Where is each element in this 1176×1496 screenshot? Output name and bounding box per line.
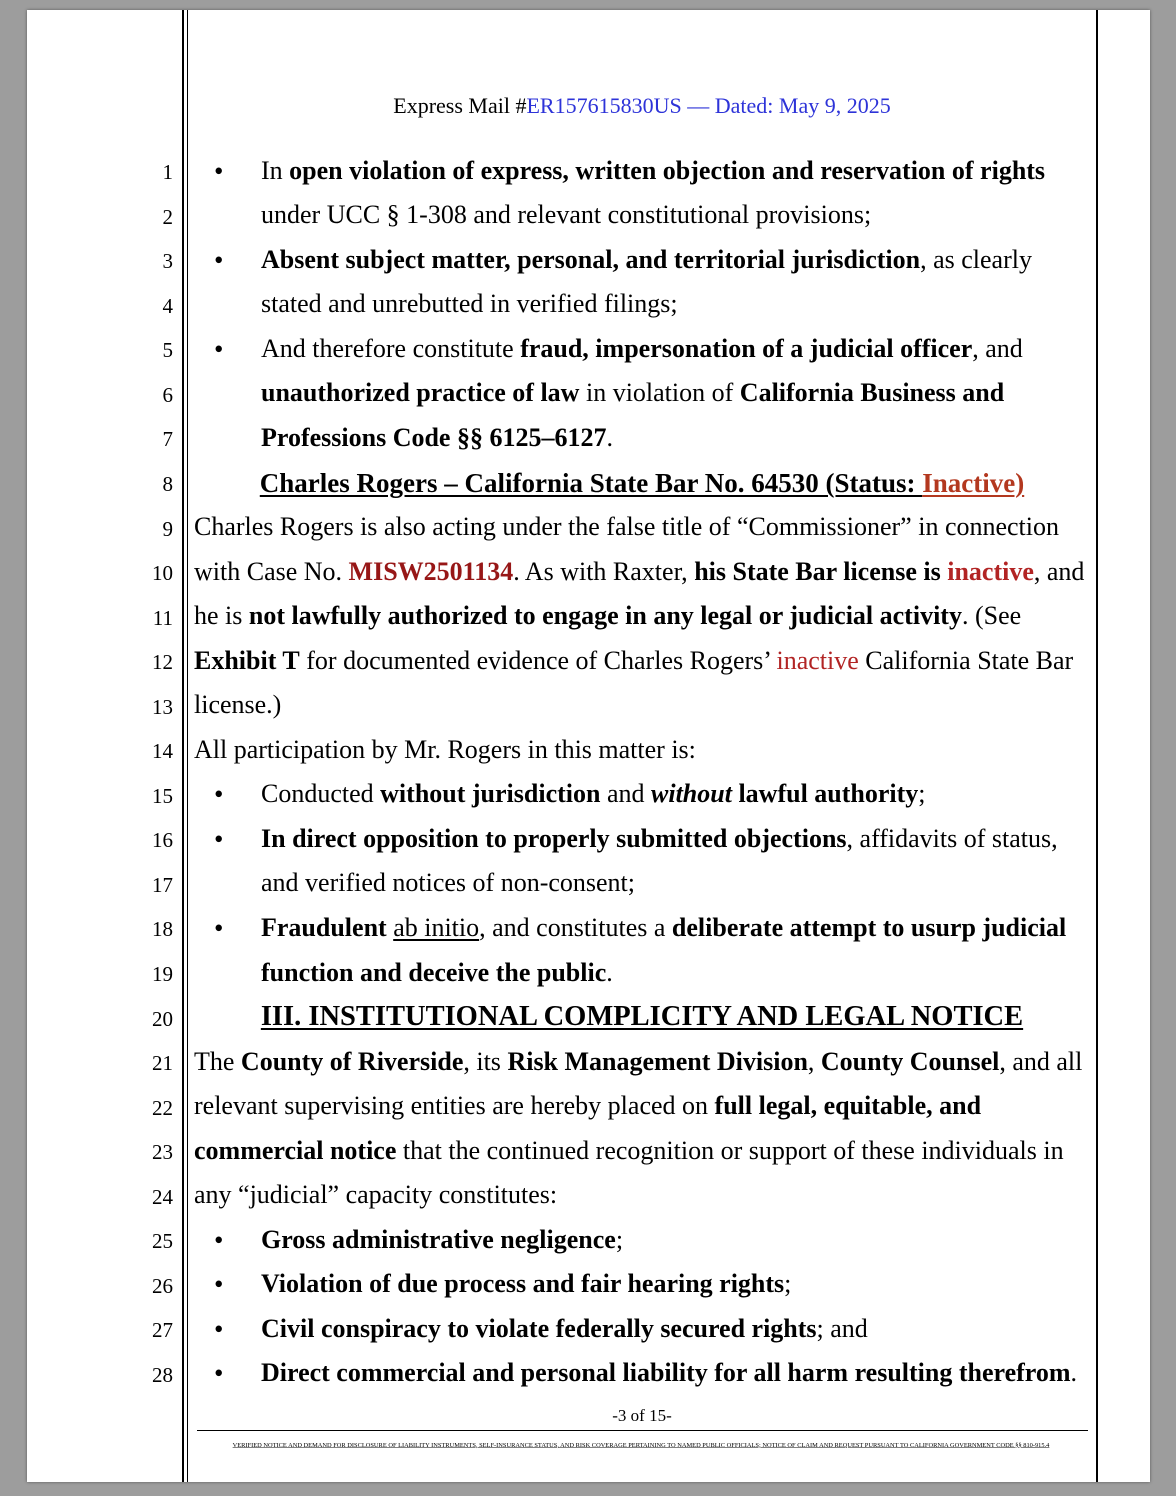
bullet-marker: •: [214, 823, 224, 854]
line-row: [0, 238, 1176, 283]
status-inactive-label: inactive: [947, 556, 1034, 586]
emphasis-text: Professions Code §§ 6125–6127: [261, 422, 607, 452]
line-number: 28: [152, 1362, 173, 1387]
text-run: he is: [194, 601, 249, 631]
bullet-text: [261, 1262, 791, 1307]
emphasis-text: function and deceive the public: [261, 957, 607, 987]
line-row: [0, 1218, 1176, 1263]
text-run: license.): [194, 690, 282, 720]
text-run: for documented evidence of Charles Rogers’: [299, 645, 777, 675]
status-inactive-label: Inactive): [922, 467, 1025, 498]
line-number: 12: [152, 650, 173, 675]
paragraph-text: [194, 1084, 981, 1129]
text-run: in violation of: [579, 378, 740, 408]
text-run: Conducted: [261, 779, 381, 809]
bullet-marker: •: [214, 1224, 224, 1255]
text-run: , and: [972, 333, 1023, 363]
bullet-text: [261, 1351, 1077, 1396]
text-run: , and constitutes a: [479, 912, 672, 942]
line-number: 26: [152, 1273, 173, 1298]
line-number: 18: [152, 917, 173, 942]
text-run: , and: [1033, 556, 1085, 586]
emphasis-text: Direct commercial and personal liability for all harm resulting therefrom: [261, 1358, 1071, 1388]
bullet-text-continued: [261, 371, 1004, 416]
pleading-lines: [0, 149, 1176, 1396]
line-row: [0, 772, 1176, 817]
bullet-text: [261, 1307, 868, 1352]
bullet-text: [261, 238, 1032, 283]
line-number: 13: [152, 694, 173, 719]
bullet-text-continued: [261, 193, 871, 238]
emphasis-text: not lawfully authorized to engage in any legal or judicial activity: [248, 601, 962, 631]
line-row: [0, 1129, 1176, 1174]
line-number: 17: [152, 872, 173, 897]
line-row: [0, 594, 1176, 639]
line-row: [0, 683, 1176, 728]
emphasis-text: County Counsel: [820, 1046, 1000, 1076]
bullet-marker: •: [214, 1269, 224, 1300]
text-run: Charles Rogers is also acting under the false title of “Commissioner” in connection: [194, 512, 1060, 542]
line-row: [0, 550, 1176, 595]
line-row: [0, 371, 1176, 416]
paragraph-text: [194, 728, 696, 773]
line-row: [0, 1262, 1176, 1307]
mail-header: [194, 91, 1090, 121]
line-number: 1: [162, 160, 173, 185]
line-row: [0, 1351, 1176, 1396]
text-run: And therefore constitute: [261, 333, 521, 363]
text-run: .: [606, 422, 613, 452]
paragraph-text: [194, 1040, 1082, 1085]
text-run: All participation by Mr. Rogers in this matter is:: [194, 734, 696, 764]
line-number: 11: [152, 605, 173, 630]
text-run: and verified notices of non-consent;: [261, 868, 635, 898]
emphasis-text: fraud, impersonation of a judicial officer: [520, 333, 973, 363]
paragraph-text: [194, 1129, 1064, 1174]
text-run: , and all: [999, 1046, 1083, 1076]
line-row: [0, 505, 1176, 550]
text-run: relevant supervising entities are hereby placed on: [194, 1091, 715, 1121]
bullet-marker: •: [214, 244, 224, 275]
line-number: 21: [152, 1051, 173, 1076]
page-number: -3 of 15-: [612, 1406, 672, 1425]
bullet-text-continued: [261, 416, 613, 461]
bullet-text: [261, 772, 926, 817]
line-row: [0, 1307, 1176, 1352]
emphasis-text: his State Bar license is: [694, 556, 948, 586]
line-number: 16: [152, 828, 173, 853]
bullet-text-continued: [261, 951, 613, 996]
line-number: 6: [162, 382, 173, 407]
emphasis-text: deliberate attempt to usurp judicial: [671, 912, 1067, 942]
emphasis-text: In direct opposition to properly submitted objections: [261, 823, 847, 853]
paragraph-text: [194, 550, 1084, 595]
bullet-text: [261, 149, 1045, 194]
text-run: The: [194, 1046, 241, 1076]
bullet-marker: •: [214, 912, 224, 943]
emphasis-italic-text: without: [651, 779, 732, 809]
section-heading: [194, 995, 1090, 1040]
paragraph-text: [194, 1173, 557, 1218]
status-inactive-label: inactive: [776, 645, 859, 675]
line-row: [0, 1040, 1176, 1085]
text-run: .: [606, 957, 613, 987]
text-run: that the continued recognition or support of these individuals in: [396, 1135, 1064, 1165]
line-number: 27: [152, 1318, 173, 1343]
text-run: . (See: [961, 601, 1022, 631]
line-number: 3: [162, 249, 173, 274]
emphasis-text: Absent subject matter, personal, and territorial jurisdiction: [261, 244, 921, 274]
footer-rule: [197, 1430, 1088, 1431]
line-row: [0, 1084, 1176, 1129]
line-number: 10: [152, 561, 173, 586]
tracking-number: ER157615830US: [526, 93, 682, 118]
heading-text: Charles Rogers – California State Bar No. 64530 (Status:: [259, 467, 923, 498]
line-row: [0, 861, 1176, 906]
text-run: In: [261, 155, 290, 185]
emphasis-text: open violation of express, written objection and reservation of rights: [289, 155, 1046, 185]
emphasis-text: lawful authority: [731, 779, 919, 809]
text-run: ;: [918, 779, 926, 809]
line-row: [0, 951, 1176, 996]
emphasis-text: California Business and: [739, 378, 1005, 408]
emphasis-text: full legal, equitable, and: [714, 1091, 982, 1121]
text-run: , its: [463, 1046, 508, 1076]
line-number: 2: [162, 204, 173, 229]
line-row: [0, 193, 1176, 238]
line-row: [0, 282, 1176, 327]
bullet-marker: •: [214, 1358, 224, 1389]
subsection-heading: [194, 461, 1090, 506]
line-row: [0, 728, 1176, 773]
line-number: 14: [152, 739, 173, 764]
paragraph-text: [194, 594, 1021, 639]
exhibit-reference: Exhibit T: [194, 645, 300, 675]
line-number: 23: [152, 1140, 173, 1165]
line-row: [0, 149, 1176, 194]
text-run: California State Bar: [858, 645, 1074, 675]
bullet-text: [261, 906, 1066, 951]
emphasis-text: County of Riverside: [240, 1046, 464, 1076]
line-number: 7: [162, 427, 173, 452]
dated-text: — Dated: May 9, 2025: [681, 93, 891, 118]
line-row: [0, 461, 1176, 506]
header-prefix: Express Mail #: [393, 93, 527, 118]
paragraph-text: [194, 639, 1073, 684]
line-row: [0, 639, 1176, 684]
line-number: 4: [162, 293, 173, 318]
line-number: 5: [162, 338, 173, 363]
emphasis-text: Civil conspiracy to violate federally secured rights: [261, 1313, 817, 1343]
emphasis-text: unauthorized practice of law: [261, 378, 580, 408]
bullet-text: [261, 817, 1058, 862]
emphasis-text: without jurisdiction: [380, 779, 601, 809]
line-row: [0, 327, 1176, 372]
line-number: 9: [162, 516, 173, 541]
line-number: 19: [152, 962, 173, 987]
bullet-marker: •: [214, 779, 224, 810]
text-run: ,: [807, 1046, 821, 1076]
line-number: 8: [162, 472, 173, 497]
line-row: [0, 995, 1176, 1040]
bullet-marker: •: [214, 1313, 224, 1344]
line-number: 22: [152, 1095, 173, 1120]
line-row: [0, 817, 1176, 862]
emphasis-text: Gross administrative negligence: [261, 1224, 616, 1254]
bullet-text: [261, 327, 1023, 372]
bullet-text-continued: [261, 861, 635, 906]
emphasis-text: Risk Management Division: [507, 1046, 808, 1076]
underlined-text: ab initio: [393, 912, 480, 942]
case-number: MISW2501134: [348, 556, 514, 586]
text-run: any “judicial” capacity constitutes:: [194, 1180, 558, 1210]
footer-caption: VERIFIED NOTICE AND DEMAND FOR DISCLOSURE OF LIABILITY INSTRUMENTS, SELF-INSURANCE STATUS, AND RISK COVERAGE PERTAINING TO NAMED PUBLIC OFFICIALS; NOTICE OF CLAIM AND REQUEST PURSUANT TO CALIFORNIA GOVERNMENT CODE §§ 810-915.4: [232, 1441, 1050, 1449]
line-number: 20: [152, 1006, 173, 1031]
emphasis-text: Violation of due process and fair hearing rights: [261, 1269, 785, 1299]
line-number: 15: [152, 783, 173, 808]
line-number: 25: [152, 1229, 173, 1254]
text-run: with Case No.: [194, 556, 349, 586]
text-run: under UCC § 1-308 and relevant constitutional provisions;: [261, 200, 872, 230]
bullet-marker: •: [214, 155, 224, 186]
text-run: stated and unrebutted in verified filings;: [261, 289, 678, 319]
text-run: and: [600, 779, 652, 809]
emphasis-text: Fraudulent: [261, 912, 394, 942]
line-row: [0, 906, 1176, 951]
text-run: .: [1070, 1358, 1078, 1388]
bullet-marker: •: [214, 333, 224, 364]
text-run: ;: [784, 1269, 792, 1299]
line-row: [0, 416, 1176, 461]
paragraph-text: [194, 683, 281, 728]
text-run: ; and: [816, 1313, 868, 1343]
heading-text: III. INSTITUTIONAL COMPLICITY AND LEGAL NOTICE: [260, 1001, 1024, 1033]
paragraph-text: [194, 505, 1059, 550]
line-number: 24: [152, 1184, 173, 1209]
text-run: ;: [615, 1224, 624, 1254]
bullet-text: [261, 1218, 623, 1263]
text-run: , affidavits of status,: [846, 823, 1058, 853]
emphasis-text: commercial notice: [194, 1135, 397, 1165]
bullet-text-continued: [261, 282, 678, 327]
text-run: . As with Raxter,: [513, 556, 695, 586]
text-run: , as clearly: [920, 244, 1032, 274]
line-row: [0, 1173, 1176, 1218]
